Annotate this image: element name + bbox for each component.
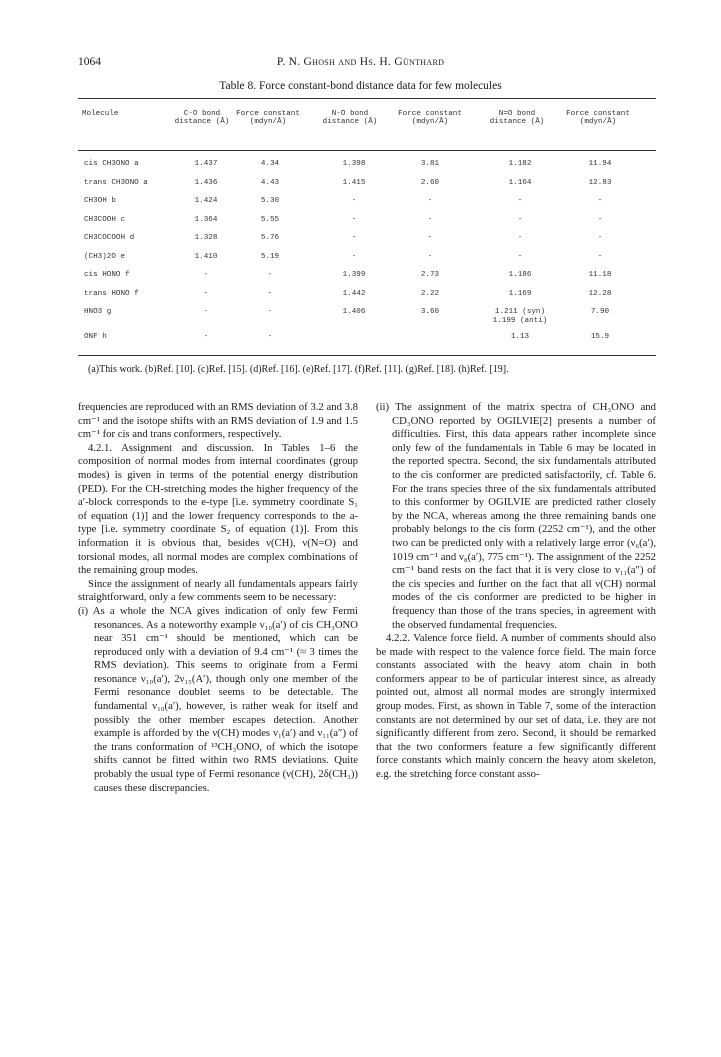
table-cell: -: [427, 215, 433, 224]
table-row-molecule: trans HONO f: [84, 289, 139, 298]
table-cell: 1.186: [508, 271, 532, 279]
table-row-molecule: cis CH3ONO a: [84, 160, 139, 168]
column-header: N-O bond distance (Å): [322, 110, 378, 126]
table-title: Table 8. Force constant-bond distance data for few molecules: [219, 80, 502, 92]
left-text-column: [78, 401, 358, 795]
table-cell: 7.90: [590, 308, 610, 316]
table-cell: 1.398: [342, 160, 366, 168]
table-cell: 1.328: [194, 234, 218, 242]
table-cell: -: [517, 215, 523, 224]
table-cell: 1.211 (syn): [494, 308, 546, 316]
table-cell: 15.9: [590, 333, 610, 341]
paragraph: (i) As a whole the NCA gives indication of only few Fermi resonances. As a noteworthy example ν₁₀(a′) of cis CH₃ONO near 351 cm⁻¹ should be mentioned, which can be reproduced only with a deviation of 9.4 cm⁻¹ (≈ 3 times the RMS deviation). This seems to originate from a Fermi resonance ν₁₀(a′), 2ν₁₅(A′), though only one member of the Fermi resonance doublet seems to be detectable. The fundamental ν₁₀(a′), however, is rather weak for itself and possibly the other member escapes detection. Another example is afforded by the ν(CH) modes ν₁(a′) and ν₁₁(a″) of the trans conformation of ¹³CH₃ONO, of which the isotope shifts cannot be fitted within two RMS deviations. Quite probably the usual type of Fermi resonance (ν(CH), 2δ(CH₃)) causes these discrepancies.: [78, 604, 358, 794]
table-cell: 1.424: [194, 197, 218, 205]
paragraph: Since the assignment of nearly all fundamentals appears fairly straightforward, only a few comments seem to be necessary:: [78, 577, 358, 604]
column-header: Molecule: [82, 110, 119, 118]
table-cell: 5.30: [260, 197, 280, 205]
table-row-molecule: CH3COCOOH d: [84, 234, 135, 242]
table-cell: -: [203, 333, 209, 341]
table-cell: -: [267, 271, 273, 279]
table-cell: -: [517, 234, 523, 242]
table-cell: 1.399: [342, 271, 366, 279]
table-row-molecule: ONF h: [84, 333, 107, 341]
table-cell: -: [597, 197, 603, 205]
table-cell: 12.28: [588, 289, 612, 298]
table-row-molecule: trans CH3ONO a: [84, 178, 148, 187]
table-cell: -: [267, 289, 273, 298]
table-cell: 11.94: [588, 160, 612, 168]
table-cell: 1.13: [510, 333, 530, 341]
table-cell: 4.43: [260, 178, 280, 187]
paragraph: 4.2.2. Valence force field. A number of comments should also be made with respect to the valence force field. The main force constants associated with the heavy atom chain in both conformers appear to be of particular interest since, as already pointed out, almost all normal modes are strongly intermixed group modes. First, as shown in Table 7, some of the interaction constants are not determined by our set of data, i.e. they are not significantly different from zero. Second, it should be remarked that the two conformers feature a few significantly different force constants which mainly concern the heavy atom skeleton, e.g. the stretching force constant asso-: [376, 632, 656, 781]
table-cell: -: [597, 252, 603, 261]
table-cell: 1.410: [194, 252, 218, 261]
column-header: Force constant (mdyn/Å): [398, 110, 462, 126]
paragraph: (ii) The assignment of the matrix spectra of CH₃ONO and CD₃ONO reported by OGILVIE[2] presents a number of difficulties. First, this data appears rather incomplete since only few of the fundamentals in Table 6 may be located in the reported spectra. Second, the six fundamentals attributed to the cis conformer are predicted satisfactorily, cf. Table 6. For the trans species three of the six fundamentals attributed to this conformer by OGILVIE are predicted rather closely by the NCA, whereas among the three remaining bands one probably belongs to the cis form (2252 cm⁻¹), and the other two can be predicted only with a relatively large error (ν₆(a′), 1019 cm⁻¹ and ν₈(a′), 775 cm⁻¹). The assignment of the 2252 cm⁻¹ band rests on the fact that it is very close to ν₁₁(a″) of the cis species and further on the fact that all ν(CH) normal modes of the cis conformer are predicted to be higher in frequency than those of the trans species, in agreement with the observed fundamental frequencies.: [376, 401, 656, 631]
table-cell: 3.81: [420, 160, 440, 168]
table-cell: -: [427, 197, 433, 205]
table-cell: -: [427, 234, 433, 242]
page-number: 1064: [78, 56, 101, 68]
table-cell: 1.199 (anti): [492, 317, 548, 325]
table-cell: 5.19: [260, 252, 280, 261]
table-footnote: (a)This work. (b)Ref. [10]. (c)Ref. [15]. (d)Ref. [16]. (e)Ref. [17]. (f)Ref. [11]. (g)Ref. [18]. (h)Ref. [19].: [88, 364, 509, 375]
table-cell: -: [351, 197, 357, 205]
table-row-molecule: CH3OH b: [84, 197, 116, 205]
table-cell: 1.182: [508, 160, 532, 168]
table-cell: 1.415: [342, 178, 366, 187]
table-cell: -: [427, 252, 433, 261]
table-row-molecule: (CH3)2O e: [84, 252, 126, 261]
table-cell: 2.60: [420, 178, 440, 187]
table-row-molecule: CH3COOH c: [84, 215, 126, 224]
column-header: Force constant (mdyn/Å): [566, 110, 630, 126]
table-row-molecule: cis HONO f: [84, 271, 130, 279]
table-cell: 1.442: [342, 289, 366, 298]
table-cell: -: [351, 215, 357, 224]
table-cell: 12.83: [588, 178, 612, 187]
column-header: C-O bond distance (Å): [174, 110, 230, 126]
table-cell: -: [203, 271, 209, 279]
table-cell: -: [517, 197, 523, 205]
data-table: [0, 0, 721, 360]
table-cell: 1.364: [194, 215, 218, 224]
table-cell: 1.164: [508, 178, 532, 187]
table-cell: 1.406: [342, 308, 366, 316]
table-cell: 1.437: [194, 160, 218, 168]
table-cell: -: [267, 333, 273, 341]
table-cell: -: [203, 289, 209, 298]
right-text-column: [376, 401, 656, 782]
table-cell: -: [351, 252, 357, 261]
table-cell: -: [597, 234, 603, 242]
paragraph: 4.2.1. Assignment and discussion. In Tables 1–6 the composition of normal modes from internal coordinates (group modes) is given in terms of the potential energy distribution (PED). For the CH-stretching modes the higher frequency of the a′-block corresponds to the e-type [i.e. symmetry coordinate S₁ of equation (1)] and the lower frequency corresponds to the a-type [i.e. symmetry coordinate S₂ of equation (1)]. From this information it is obvious that, besides ν(CH), ν(N=O) and torsional modes, all normal modes are complex combinations of the remaining group modes.: [78, 441, 358, 577]
table-cell: -: [517, 252, 523, 261]
table-cell: 4.34: [260, 160, 280, 168]
table-cell: 5.55: [260, 215, 280, 224]
table-cell: 3.60: [420, 308, 440, 316]
column-header: N=O bond distance (Å): [489, 110, 545, 126]
column-header: Force constant (mdyn/Å): [236, 110, 300, 126]
table-cell: -: [351, 234, 357, 242]
table-cell: 2.22: [420, 289, 440, 298]
table-cell: -: [267, 308, 273, 316]
table-cell: 1.169: [508, 289, 532, 298]
table-cell: -: [203, 308, 209, 316]
table-cell: 11.18: [588, 271, 612, 279]
table-cell: -: [597, 215, 603, 224]
paragraph: frequencies are reproduced with an RMS deviation of 3.2 and 3.8 cm⁻¹ and the isotope shifts with an RMS deviation of 1.9 and 1.5 cm⁻¹ for cis and trans conformers, respectively.: [78, 401, 358, 441]
table-cell: 1.436: [194, 178, 218, 187]
running-header: P. N. Ghosh and Hs. H. Günthard: [276, 56, 445, 68]
table-row-molecule: HNO3 g: [84, 308, 112, 316]
table-cell: 5.76: [260, 234, 280, 242]
table-cell: 2.73: [420, 271, 440, 279]
